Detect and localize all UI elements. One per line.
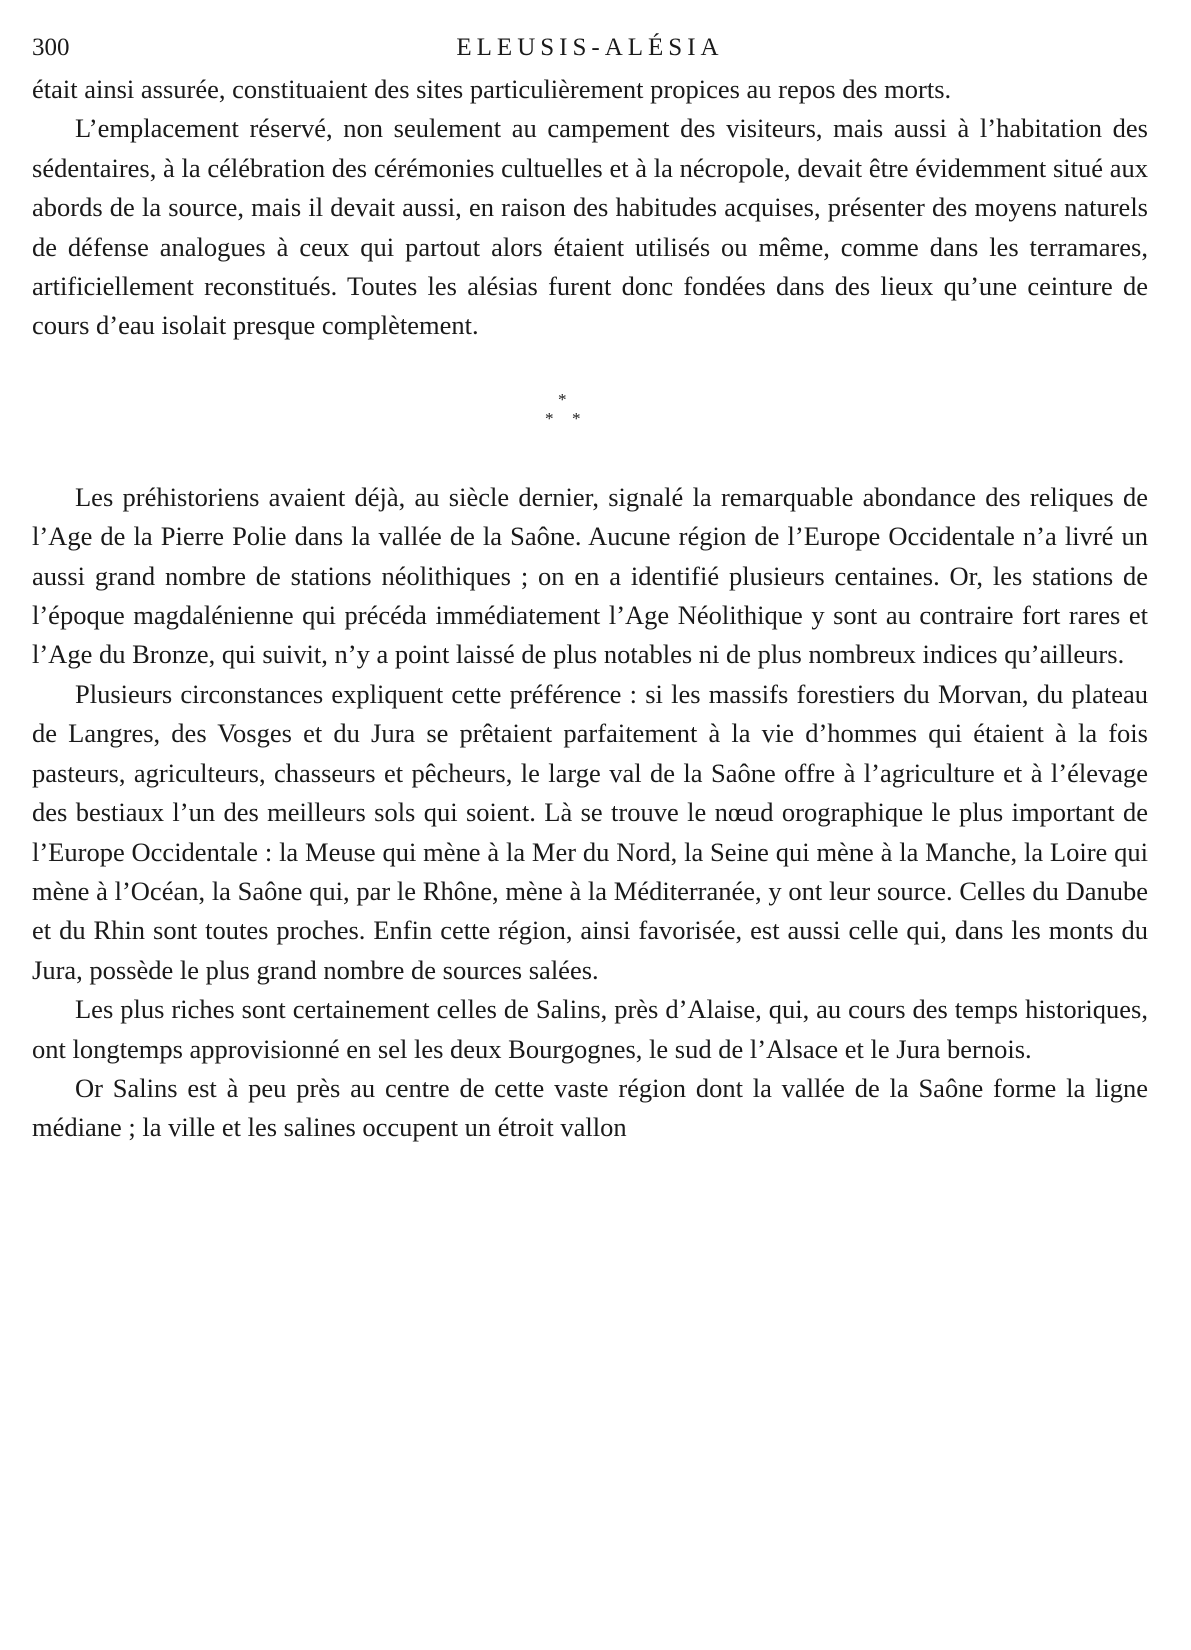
paragraph: Les préhistoriens avaient déjà, au siècle dernier, signalé la remarquable abondance des reliques de l’Age de la Pierre Polie dans la vallée de la Saône. Aucune région de l’Europe Occidentale n’a livré un aussi grand nombre de stations néolithiques ; on en a identifié plusieurs centaines. Or, les stations de l’époque magdalénienne qui précéda immédiatement l’Age Néolithique y sont au contraire fort rares et l’Age du Bronze, qui suivit, n’y a point laissé de plus notables ni de plus nombreux indices qu’ailleurs. [32,481,1148,670]
paragraph: Plusieurs circonstances expliquent cette préférence : si les massifs forestiers du Morvan, du plateau de Langres, des Vosges et du Jura se prêtaient parfaitement à la vie d’hommes qui étaient à la fois pasteurs, agriculteurs, chasseurs et pêcheurs, le large val de la Saône offre à l’agriculture et à l’élevage des bestiaux l’un des meilleurs sols qui soient. Là se trouve le nœud orographique le plus important de l’Europe Occidentale : la Meuse qui mène à la Mer du Nord, la Seine qui mène à la Manche, la Loire qui mène à l’Océan, la Saône qui, par le Rhône, mène à la Méditerranée, y ont leur source. Celles du Danube et du Rhin sont toutes proches. Enfin cette région, ainsi favorisée, est aussi celle qui, dans les monts du Jura, possède le plus grand nombre de sources salées. [32,678,1148,985]
running-title: ELEUSIS-ALÉSIA [456,34,724,61]
paragraph: Or Salins est à peu près au centre de cette vaste région dont la vallée de la Saône forme la ligne médiane ; la ville et les salines occupent un étroit vallon [32,1072,1148,1143]
body-text [32,70,1148,1148]
book-page [32,30,1148,1148]
asterism-star: * [545,408,554,428]
paragraph-continuation: était ainsi assurée, constituaient des sites particulièrement propices au repos des morts. [32,74,952,104]
paragraph: Les plus riches sont certainement celles de Salins, près d’Alaise, qui, au cours des temps historiques, ont longtemps approvisionné en sel les deux Bourgognes, le sud de l’Alsace et le Jura bernois. [32,994,1148,1064]
page-number: 300 [32,34,70,61]
asterism-star: * [572,408,581,428]
asterism-divider [32,346,1148,476]
asterism-star: * [558,389,567,409]
paragraph: L’emplacement réservé, non seulement au campement des visiteurs, mais aussi à l’habitation des sédentaires, à la célébration des cérémonies cultuelles et à la nécropole, devait être évidemment situé aux abords de la source, mais il devait aussi, en raison des habitudes acquises, présenter des moyens naturels de défense analogues à ceux qui partout alors étaient utilisés ou même, comme dans les terramares, artificiellement reconstitués. Toutes les alésias furent donc fondées dans des lieux qu’une ceinture de cours d’eau isolait presque complètement. [32,113,1148,341]
section-after-break [32,478,1148,1148]
running-head [32,30,1148,70]
